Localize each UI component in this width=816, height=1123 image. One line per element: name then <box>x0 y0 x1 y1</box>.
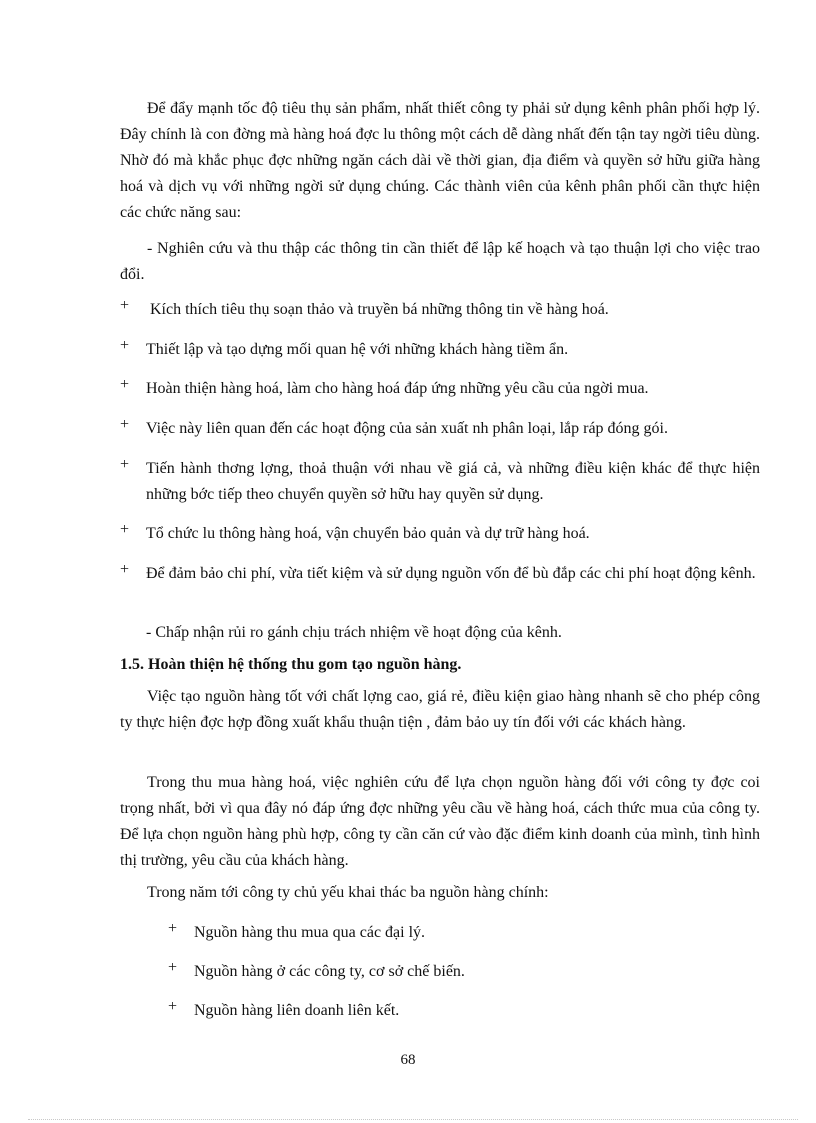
list-item <box>168 959 728 985</box>
plus-bullet-icon: + <box>120 521 130 538</box>
dash-list-item: - Chấp nhận rủi ro gánh chịu trách nhiệm về hoạt động của kênh. <box>146 624 562 641</box>
list-item-text: Nguồn hàng liên doanh liên kết. <box>194 1002 400 1019</box>
list-item <box>120 521 760 547</box>
list-item <box>168 998 728 1024</box>
list-item <box>120 416 760 442</box>
plus-bullet-icon: + <box>120 376 130 393</box>
paragraph-main-sources: Trong năm tới công ty chủ yếu khai thác ba nguồn hàng chính: <box>147 884 549 901</box>
list-item-text: Việc này liên quan đến các hoạt động của sản xuất nh phân loại, lắp ráp đóng gói. <box>146 420 668 437</box>
section-heading: 1.5. Hoàn thiện hệ thống thu gom tạo nguồn hàng. <box>120 656 462 673</box>
list-item-text: Tiến hành thơng lợng, thoả thuận với nhau về giá cả, và những điều kiện khác để thực hiện những bớc tiếp theo chuyển quyền sở hữu hay quyền sử dụng. <box>146 460 760 503</box>
list-item <box>120 297 760 323</box>
list-item-text: Thiết lập và tạo dựng mối quan hệ với những khách hàng tiềm ẩn. <box>146 341 569 358</box>
plus-bullet-icon: + <box>168 998 178 1015</box>
plus-bullet-icon: + <box>120 561 130 578</box>
list-item-text: Tổ chức lu thông hàng hoá, vận chuyển bảo quản và dự trữ hàng hoá. <box>146 525 590 542</box>
page-number: 68 <box>400 1052 416 1068</box>
list-item <box>120 337 760 363</box>
plus-bullet-icon: + <box>120 337 130 354</box>
plus-bullet-icon: + <box>120 297 130 314</box>
list-item <box>120 376 760 402</box>
plus-bullet-icon: + <box>120 416 130 433</box>
list-item <box>120 456 760 508</box>
list-item-text: Nguồn hàng thu mua qua các đại lý. <box>194 924 426 941</box>
list-item-text: Nguồn hàng ở các công ty, cơ sở chế biến. <box>194 963 465 980</box>
paragraph-purchasing: Trong thu mua hàng hoá, việc nghiên cứu để lựa chọn nguồn hàng đối với công ty đợc coi trọng nhất, bởi vì qua đây nó đáp ứng đợc những yêu cầu về hàng hoá, cách thức mua của công ty. Để lựa chọn nguồn hàng phù hợp, công ty cần căn cứ vào đặc điểm kinh doanh của mình, tình hình thị trường, yêu cầu của khách hàng. <box>120 774 760 869</box>
plus-bullet-icon: + <box>120 456 130 473</box>
paragraph-research-function: - Nghiên cứu và thu thập các thông tin cần thiết để lập kế hoạch và tạo thuận lợi cho việc trao đổi. <box>120 240 760 283</box>
list-item-text: Để đảm bảo chi phí, vừa tiết kiệm và sử dụng nguồn vốn để bù đắp các chi phí hoạt động kênh. <box>146 565 756 582</box>
paragraph-distribution-channel: Để đẩy mạnh tốc độ tiêu thụ sản phẩm, nhất thiết công ty phải sử dụng kênh phân phối hợp lý. Đây chính là con đờng mà hàng hoá đợc lu thông một cách dễ dàng nhất đến tận tay ngời tiêu dùng. Nhờ đó mà khắc phục đợc những ngăn cách dài về thời gian, địa điểm và quyền sở hữu giữa hàng hoá và dịch vụ với những ngời sử dụng chúng. Các thành viên của kênh phân phối cần thực hiện các chức năng sau: <box>120 100 760 221</box>
plus-bullet-icon: + <box>168 959 178 976</box>
list-item <box>168 920 728 946</box>
list-item-text: Hoàn thiện hàng hoá, làm cho hàng hoá đáp ứng những yêu cầu của ngời mua. <box>146 380 649 397</box>
list-item <box>120 561 760 587</box>
plus-bullet-icon: + <box>168 920 178 937</box>
page-bottom-divider <box>28 1119 798 1120</box>
list-item-text: Kích thích tiêu thụ soạn thảo và truyền bá những thông tin về hàng hoá. <box>150 301 609 318</box>
paragraph-sourcing: Việc tạo nguồn hàng tốt với chất lợng cao, giá rẻ, điều kiện giao hàng nhanh sẽ cho phép công ty thực hiện đợc hợp đồng xuất khẩu thuận tiện , đảm bảo uy tín đối với các khách hàng. <box>120 688 760 731</box>
